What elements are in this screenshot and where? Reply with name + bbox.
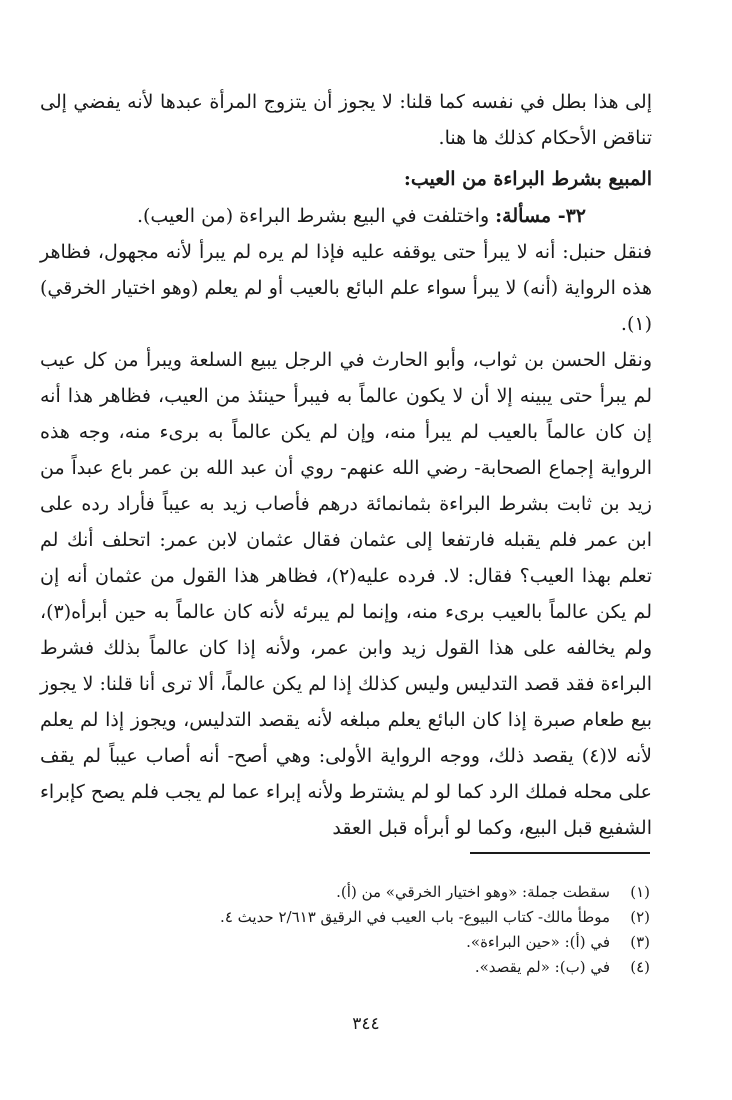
issue-number: ٣٢- مسألة: [495, 205, 586, 227]
footnote-divider [470, 852, 650, 854]
footnote-item [90, 955, 650, 980]
footnote-item [90, 880, 650, 905]
footnote-text: موطأ مالك- كتاب البيوع- باب العيب في الرقيق ٢/٦١٣ حديث ٤. [220, 908, 610, 926]
footnote-number: (٣) [630, 933, 650, 951]
issue-text: واختلفت في البيع بشرط البراءة (من العيب). [136, 205, 496, 227]
paragraph-hanbal: فنقل حنبل: أنه لا يبرأ حتى يوقفه عليه فإذا لم يره لم يبرأ لأنه مجهول، فظاهر هذه الرواية (أنه) لا يبرأ سواء علم البائع بالعيب أو لم يعلم (وهو اختيار الخرقي)(١). [40, 241, 652, 335]
paragraph-hasan: ونقل الحسن بن ثواب، وأبو الحارث في الرجل يبيع السلعة ويبرأ من كل عيب لم يبرأ حتى يبينه إلا أن لا يكون عالماً به فيبرأ حينئذ من العيب، فظاهر هذا أنه إن كان عالماً بالعيب لم يبرأ منه، وإن لم يكن عالماً به برىء منه، وجه هذه الرواية إجماع الصحابة- رضي الله عنهم- روي أن عبد الله بن عمر باع عبداً من زيد بن ثابت بشرط البراءة بثمانمائة درهم فأصاب زيد به عيباً فأراد رده على ابن عمر فلم يقبله فارتفعا إلى عثمان فقال عثمان لابن عمر: اتحلف أنك لم تعلم بهذا العيب؟ فقال: لا. فرده عليه(٢)، فظاهر هذا القول من عثمان أنه إن لم يكن عالماً بالعيب برىء منه، وإنما لم يبرئه لأنه كان عالماً به حين أبرأه(٣)، ولم يخالفه على هذا القول زيد وابن عمر، ولأنه إذا كان عالماً بذلك فشرط البراءة فقد قصد التدليس وليس كذلك إذا لم يكن عالماً، ألا ترى أنا قلنا: لا يجوز بيع طعام صبرة إذا كان البائع يعلم مبلغه لأنه يقصد التدليس، ويجوز إذا لم يعلم لأنه لا(٤) يقصد ذلك، ووجه الرواية الأولى: وهي أصح- أنه أصاب عيباً لم يقف على محله فملك الرد كما لو لم يشترط ولأنه إبراء عما لم يجب فلم يصح كإبراء الشفيع قبل البيع، وكما لو أبرأه قبل العقد [40, 349, 652, 839]
footnote-item [90, 930, 650, 955]
issue-paragraph [40, 198, 652, 234]
footnote-number: (١) [630, 883, 650, 901]
intro-paragraph: إلى هذا بطل في نفسه كما قلنا: لا يجوز أن يتزوج المرأة عبدها لأنه يفضي إلى تناقض الأحكام كذلك ها هنا. [40, 91, 652, 149]
page-number: ٣٤٤ [352, 1014, 380, 1034]
section-heading: المبيع بشرط البراءة من العيب: [403, 168, 652, 190]
footnote-text: في (ب): «لم يقصد». [474, 958, 610, 976]
footnote-text: سقطت جملة: «وهو اختيار الخرقي» من (أ). [336, 883, 610, 901]
page-body [40, 84, 652, 846]
footnote-item [90, 905, 650, 930]
footnote-number: (٤) [630, 958, 650, 976]
footnote-text: في (أ): «حين البراءة». [466, 933, 610, 951]
footnote-number: (٢) [630, 908, 650, 926]
footnotes [90, 880, 650, 980]
